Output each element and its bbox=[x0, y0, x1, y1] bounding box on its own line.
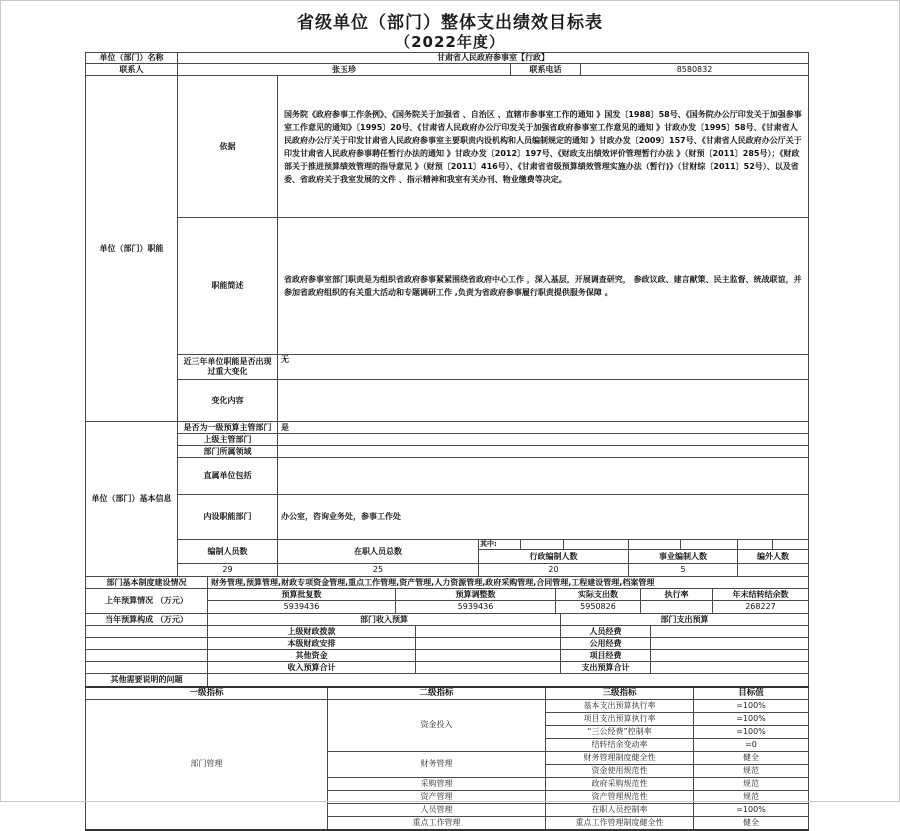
empty-cell bbox=[86, 662, 208, 674]
functions-table bbox=[85, 75, 809, 422]
indicator-target: =100% bbox=[694, 699, 809, 712]
indicator-target: 健全 bbox=[694, 751, 809, 764]
page-subtitle: （2022年度） bbox=[395, 33, 505, 51]
header-table bbox=[85, 52, 809, 76]
expense-row-value bbox=[651, 662, 809, 674]
phone-label: 联系电话 bbox=[511, 64, 581, 76]
income-row-value bbox=[416, 662, 561, 674]
table-row bbox=[86, 564, 809, 577]
indicator-target: 健全 bbox=[694, 816, 809, 830]
staff-bianzhi-label: 编制人员数 bbox=[178, 540, 278, 564]
indicator-target: 规范 bbox=[694, 777, 809, 790]
prev-budget-value: 5950826 bbox=[556, 601, 641, 614]
prev-budget-header: 实际支出数 bbox=[556, 589, 641, 601]
indicator-target: 规范 bbox=[694, 790, 809, 803]
expense-row-label: 公用经费 bbox=[561, 638, 651, 650]
table-row bbox=[86, 540, 809, 550]
change-content-label: 变化内容 bbox=[178, 380, 278, 422]
income-header: 部门收入预算 bbox=[208, 614, 561, 626]
info-row-value bbox=[278, 458, 809, 495]
indicator-level2: 资金投入 bbox=[328, 699, 546, 751]
indicator-level3: 资金使用规范性 bbox=[546, 764, 694, 777]
expense-row-value bbox=[651, 638, 809, 650]
income-row-label: 上级财政拨款 bbox=[208, 626, 416, 638]
indicator-level3: 资产管理规范性 bbox=[546, 790, 694, 803]
staff-zaizhi-label: 在职人员总数 bbox=[278, 540, 479, 564]
unit-name-label: 单位（部门）名称 bbox=[86, 53, 178, 64]
indicator-target: =100% bbox=[694, 712, 809, 725]
indicator-level3: 财务管理制度健全性 bbox=[546, 751, 694, 764]
unit-name-value: 甘肃省人民政府参事室【行政】 bbox=[178, 53, 809, 64]
table-row bbox=[86, 218, 809, 355]
prev-budget-header: 预算调整数 bbox=[396, 589, 556, 601]
prev-budget-header: 年末结转结余数 bbox=[713, 589, 809, 601]
prev-budget-value: 268227 bbox=[713, 601, 809, 614]
income-row-value bbox=[416, 650, 561, 662]
staff-xingzheng-label: 行政编制人数 bbox=[479, 550, 629, 564]
indicator-level3: 政府采购规范性 bbox=[546, 777, 694, 790]
expense-header: 部门支出预算 bbox=[561, 614, 809, 626]
contact-value: 张玉珍 bbox=[178, 64, 511, 76]
info-row-value bbox=[278, 434, 809, 446]
table-row bbox=[86, 662, 809, 674]
indicator-level3: 重点工作管理制度健全性 bbox=[546, 816, 694, 830]
info-row-label: 是否为一级预算主管部门 bbox=[178, 422, 278, 434]
info-row-value: 办公室，咨询业务处，参事工作处 bbox=[278, 495, 809, 540]
systems-label: 部门基本制度建设情况 bbox=[86, 577, 208, 589]
change-content-value bbox=[278, 380, 809, 422]
staff-bianwai-label: 编外人数 bbox=[738, 550, 809, 564]
other-notes-label: 其他需要说明的问题 bbox=[86, 674, 208, 687]
indicator-level2: 财务管理 bbox=[328, 751, 546, 777]
table-row bbox=[86, 446, 809, 458]
indicator-level1: 部门管理 bbox=[86, 699, 328, 830]
prev-budget-header: 执行率 bbox=[641, 589, 713, 601]
page-title: 省级单位（部门）整体支出绩效目标表 bbox=[297, 13, 603, 33]
table-row bbox=[86, 699, 809, 712]
info-row-label: 部门所属领域 bbox=[178, 446, 278, 458]
empty-cell bbox=[738, 540, 773, 550]
income-row-label: 收入预算合计 bbox=[208, 662, 416, 674]
table-row bbox=[86, 64, 809, 76]
cur-budget-table bbox=[85, 613, 809, 687]
indicator-target: =100% bbox=[694, 725, 809, 738]
indicator-level2: 重点工作管理 bbox=[328, 816, 546, 830]
functions-section-label: 单位（部门）职能 bbox=[86, 76, 178, 422]
table-row bbox=[86, 577, 809, 589]
expense-row-label: 支出预算合计 bbox=[561, 662, 651, 674]
table-row bbox=[86, 626, 809, 638]
indicator-target: =100% bbox=[694, 803, 809, 816]
staff-bianwai-value bbox=[738, 564, 809, 577]
systems-value: 财务管理,预算管理,财政专项资金管理,重点工作管理,资产管理,人力资源管理,政府采购管理,合同管理,工程建设管理,档案管理 bbox=[208, 577, 809, 589]
empty-cell bbox=[86, 626, 208, 638]
expense-row-value bbox=[651, 626, 809, 638]
summary-label: 职能简述 bbox=[178, 218, 278, 355]
table-row bbox=[86, 76, 809, 218]
empty-cell bbox=[773, 540, 809, 550]
phone-value: 8580832 bbox=[581, 64, 809, 76]
empty-cell bbox=[86, 650, 208, 662]
expense-row-label: 项目经费 bbox=[561, 650, 651, 662]
staff-among-label: 其中: bbox=[479, 540, 521, 550]
info-row-label: 内设职能部门 bbox=[178, 495, 278, 540]
table-row bbox=[86, 355, 809, 380]
basis-label: 依据 bbox=[178, 76, 278, 218]
indicator-header-target: 目标值 bbox=[694, 687, 809, 699]
table-row bbox=[86, 674, 809, 687]
staff-zaizhi-value: 25 bbox=[278, 564, 479, 577]
title-block bbox=[0, 0, 900, 52]
cur-budget-label: 当年预算构成 （万元） bbox=[86, 614, 208, 626]
empty-cell bbox=[681, 540, 738, 550]
table-row bbox=[86, 434, 809, 446]
indicator-level3: 基本支出预算执行率 bbox=[546, 699, 694, 712]
empty-cell bbox=[521, 540, 564, 550]
info-row-value bbox=[278, 446, 809, 458]
table-row bbox=[86, 638, 809, 650]
info-row-label: 上级主管部门 bbox=[178, 434, 278, 446]
indicator-level2: 采购管理 bbox=[328, 777, 546, 790]
empty-cell bbox=[86, 638, 208, 650]
prev-budget-value bbox=[641, 601, 713, 614]
empty-cell bbox=[564, 540, 629, 550]
table-row bbox=[86, 495, 809, 540]
indicator-level3: 项目支出预算执行率 bbox=[546, 712, 694, 725]
basis-text: 国务院《政府参事工作条例》、《国务院关于加强省 、自治区 、直辖市参事室工作的通知 》国发〔1988〕58号、《国务院办公厅印发关于加强参事室工作意见的通知》〔1995〕20号、《甘肃省人民政府办公厅印发关于加强省政府参事室工作意见的通知 》甘政办发〔1995〕58号、《甘肃省人民政府办公厅关于印发甘肃省人民政府参事室主要职责内设机构和人员编制规定的通知 》甘政办发〔2009〕157号、《甘肃省人民政府办公厅关于印发甘肃省人民政府参事聘任暂行办法的通知 》甘政办发〔2012〕197号、《财政支出绩效评价管理暂行办法 》（财预〔2011〕285号）；《财政部关于推进预算绩效管理的指导意见 》（财预〔2011〕416号）、《甘肃省省级预算绩效管理实施办法（暂行)》（甘财综〔2011〕52号）、以及省委、省政府关于我室发展的文件 、指示精神和我室有关办刊、物业缴费等决定。 bbox=[278, 76, 809, 218]
change-label: 近三年单位职能是否出现过重大变化 bbox=[178, 355, 278, 380]
indicator-header-level1: 一级指标 bbox=[86, 687, 328, 699]
change-value: 无 bbox=[278, 355, 809, 380]
indicator-header-level2: 二级指标 bbox=[328, 687, 546, 699]
income-row-value bbox=[416, 626, 561, 638]
income-row-value bbox=[416, 638, 561, 650]
prev-budget-value: 5939436 bbox=[208, 601, 396, 614]
indicator-target: 规范 bbox=[694, 764, 809, 777]
contact-label: 联系人 bbox=[86, 64, 178, 76]
prev-budget-table bbox=[85, 588, 809, 614]
prev-budget-value: 5939436 bbox=[396, 601, 556, 614]
indicator-header-level3: 三级指标 bbox=[546, 687, 694, 699]
expense-row-value bbox=[651, 650, 809, 662]
summary-text: 省政府参事室部门职责是为组织省政府参事紧紧围绕省政府中心工作 ，深入基层，开展调查研究， 参政议政、建言献策、民主监督、统战联谊，并参加省政府组织的有关重大活动和专题调研工作 ,负责为省政府参事履行职责提供服务保障 。 bbox=[278, 218, 809, 355]
prev-budget-label: 上年预算情况 （万元） bbox=[86, 589, 208, 614]
table-row bbox=[86, 687, 809, 699]
staff-bianzhi-value: 29 bbox=[178, 564, 278, 577]
empty-cell bbox=[629, 540, 681, 550]
staff-shiye-value: 5 bbox=[629, 564, 738, 577]
indicator-level3: 在职人员控制率 bbox=[546, 803, 694, 816]
table-row bbox=[86, 380, 809, 422]
table-row bbox=[86, 422, 809, 434]
indicator-level2: 人员管理 bbox=[328, 803, 546, 816]
basic-info-section-label: 单位（部门）基本信息 bbox=[86, 422, 178, 577]
indicator-level2: 资产管理 bbox=[328, 790, 546, 803]
table-row bbox=[86, 589, 809, 601]
expense-row-label: 人员经费 bbox=[561, 626, 651, 638]
info-row-label: 直属单位包括 bbox=[178, 458, 278, 495]
income-row-label: 其他资金 bbox=[208, 650, 416, 662]
income-row-label: 本级财政安排 bbox=[208, 638, 416, 650]
table-row bbox=[86, 53, 809, 64]
indicators-table bbox=[85, 686, 809, 831]
table-row bbox=[86, 458, 809, 495]
prev-budget-header: 预算批复数 bbox=[208, 589, 396, 601]
indicator-target: =0 bbox=[694, 738, 809, 751]
basic-info-table bbox=[85, 421, 809, 577]
other-notes-value bbox=[208, 674, 809, 687]
info-row-value: 是 bbox=[278, 422, 809, 434]
indicator-level3: 结转结余变动率 bbox=[546, 738, 694, 751]
indicator-level3: “三公经费”控制率 bbox=[546, 725, 694, 738]
table-row bbox=[86, 614, 809, 626]
table-row bbox=[86, 650, 809, 662]
staff-shiye-label: 事业编制人数 bbox=[629, 550, 738, 564]
staff-xingzheng-value: 20 bbox=[479, 564, 629, 577]
